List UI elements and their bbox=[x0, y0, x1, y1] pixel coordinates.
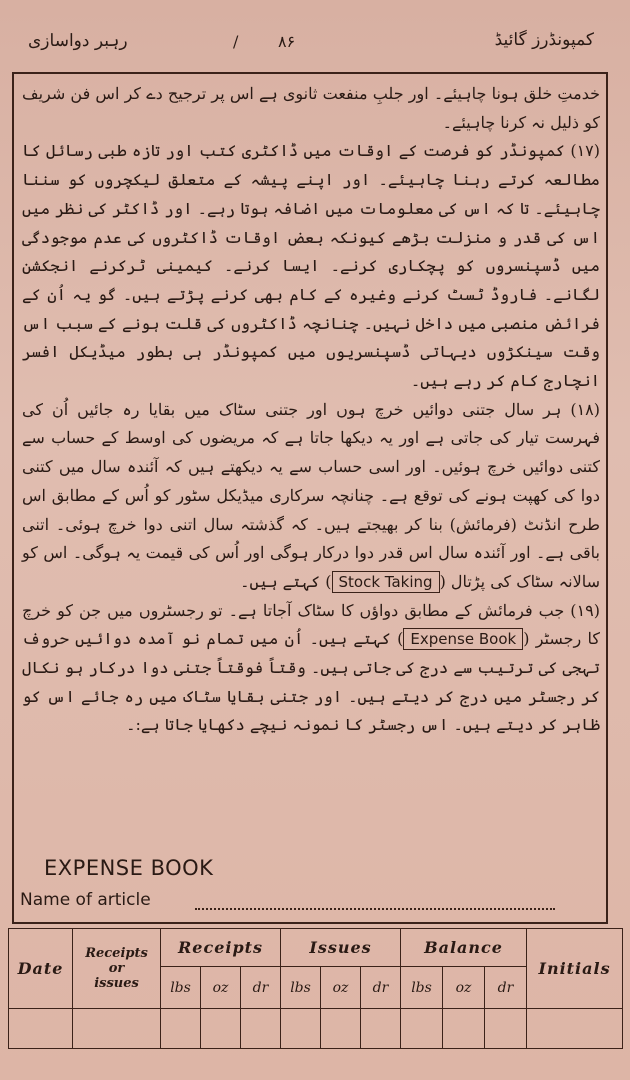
col-or-label: or bbox=[108, 961, 125, 976]
paragraph-18-text: (۱۸) ہر سال جتنی دوائیں خرچ ہوں اور جتنی سٹاک میں بقایا رہ جائیں اُن کی فہرست تیار کی جاتی ہے اور یہ دیکھا جاتا ہے کہ مریضوں کی اوسط کے حساب سے کتنی دوائیں خرچ ہوئیں۔ اور اسی حساب سے یہ دیکھتے ہیں کہ آئندہ سال میں کتنی دوا کی کھپت ہونے کی توقع ہے۔ چنانچہ سرکاری میڈیکل سٹور کو اُس کے مطابق اس طرح انڈنٹ (فرمائش) بنا کر بھیجتے ہیں۔ کہ گذشتہ سال اتنی دوا خرچ ہوئی۔ اتنی باقی ہے۔ اور آئندہ سال اس قدر دوا درکار ہوگی اور اُس کی قیمت یہ ہوگی۔ اس کو سالانہ سٹاک کی پڑتال bbox=[22, 399, 600, 591]
name-of-article-label: Name of article bbox=[20, 890, 151, 910]
paragraph-19: (۱۹) جب فرمائش کے مطابق دواؤں کا سٹاک آجاتا ہے۔ تو رجسٹروں میں جن کو خرچ کا رجسٹر (Expense Book) کہتے ہیں۔ اُن میں تمام نو آمدہ دوائیں حروف تہجی کی ترتیب سے درج کی جاتی ہیں۔ وقتاً فوقتاً جتنی دوا درکار ہو نکال کر رجسٹر میں درج کر دیتے ہیں۔ اور جتنی بقایا سٹاک میں رہ جائے اس کو ظاہر کر دیتے ہیں۔ اس رجسٹر کا نمونہ نیچے دکھایا جاتا ہے:۔ bbox=[22, 600, 601, 735]
empty-cell bbox=[485, 1009, 527, 1049]
unit-cell: dr bbox=[361, 967, 401, 1009]
unit-cell: lbs bbox=[161, 967, 201, 1009]
empty-cell bbox=[361, 1009, 401, 1049]
running-subtitle: رہبر دواسازی bbox=[28, 31, 128, 51]
unit-cell: lbs bbox=[401, 967, 443, 1009]
empty-cell bbox=[73, 1009, 161, 1049]
unit-cell: dr bbox=[241, 967, 281, 1009]
form-title: EXPENSE BOOK bbox=[44, 856, 214, 880]
paragraph-18: (۱۸) ہر سال جتنی دوائیں خرچ ہوں اور جتنی سٹاک میں بقایا رہ جائیں اُن کی فہرست تیار کی جاتی ہے اور یہ دیکھا جاتا ہے کہ مریضوں کی اوسط کے حساب سے کتنی دوائیں خرچ ہوئیں۔ اور اسی حساب سے یہ دیکھتے ہیں کہ آئندہ سال میں کتنی دوا کی کھپت ہونے کی توقع ہے۔ چنانچہ سرکاری میڈیکل سٹور کو اُس کے مطابق اس طرح انڈنٹ (فرمائش) بنا کر بھیجتے ہیں۔ کہ گذشتہ سال اتنی دوا خرچ ہوئی۔ اتنی باقی ہے۔ اور آئندہ سال اس قدر دوا درکار ہوگی اور اُس کی قیمت یہ ہوگی۔ اس کو سالانہ سٹاک کی پڑتال (Stock Taking) کہتے ہیں۔ bbox=[22, 399, 600, 591]
table-row bbox=[9, 1009, 623, 1049]
col-receipts-label: Receipts bbox=[85, 946, 148, 961]
running-title: کمپونڈرز گائیڈ bbox=[494, 30, 594, 50]
empty-cell bbox=[443, 1009, 485, 1049]
empty-cell bbox=[321, 1009, 361, 1049]
page-number: ۸۶ bbox=[278, 32, 296, 51]
empty-cell bbox=[281, 1009, 321, 1049]
col-issues-label: issues bbox=[94, 976, 139, 991]
empty-cell bbox=[161, 1009, 201, 1049]
body-text bbox=[22, 80, 600, 740]
page-header bbox=[28, 30, 594, 66]
empty-cell bbox=[9, 1009, 73, 1049]
empty-cell bbox=[201, 1009, 241, 1049]
stock-taking-tail: کہتے ہیں۔ bbox=[240, 571, 321, 591]
col-initials: Initials bbox=[527, 929, 623, 1009]
col-receipts-or-issues bbox=[73, 929, 161, 1009]
paragraph-19-end: کہتے ہیں۔ اُن میں تمام نو آمدہ دوائیں حروف تہجی کی ترتیب سے درج کی جاتی ہیں۔ وقتاً فوقتاً جتنی دوا درکار ہو نکال کر رجسٹر میں درج کر دیتے ہیں۔ اور جتنی بقایا سٹاک میں رہ جائے اس کو ظاہر کر دیتے ہیں۔ اس رجسٹر کا نمونہ نیچے دکھایا جاتا ہے:۔ bbox=[22, 629, 600, 735]
expense-book-table bbox=[8, 928, 623, 1049]
group-receipts: Receipts bbox=[161, 929, 281, 967]
group-issues: Issues bbox=[281, 929, 401, 967]
table-header-row bbox=[9, 929, 623, 967]
paragraph-intro: خدمتِ خلق ہونا چاہیئے۔ اور جلبِ منفعت ثانوی ہے اس پر ترجیح دے کر اس فن شریف کو ذلیل نہ کرنا چاہیئے۔ bbox=[22, 84, 600, 132]
col-date: Date bbox=[9, 929, 73, 1009]
paragraph-17: (۱۷) کمپونڈر کو فرصت کے اوقات میں ڈاکٹری کتب اور تازہ طبی رسائل کا مطالعہ کرتے رہنا چاہیئے۔ اور اپنے پیشہ کے متعلق لیکچروں کو سننا چاہیئے۔ تا کہ اس کی معلومات میں اضافہ ہوتا رہے۔ اور ڈاکٹر کی نظر میں اس کی قدر و منزلت بڑھے کیونکہ بعض اوقات ڈاکٹروں کی عدم موجودگی میں ڈسپنسروں کو پچکاری کرنے۔ ایسا کرنے۔ کیمینی ٹرکرنے انجکشن لگانے۔ فاروڈ ٹسٹ کرنے وغیرہ کے کام بھی کرنے پڑتے ہیں۔ گو یہ اُن کے فرائض منصبی میں داخل نہیں۔ چنانچہ ڈاکٹروں کی قلت ہونے کے سبب اس وقت سینکڑوں دیہاتی ڈسپنسریوں میں کمپونڈر ہی بطور میڈیکل افسر انچارج کام کر رہے ہیں۔ bbox=[22, 141, 601, 391]
unit-cell: dr bbox=[485, 967, 527, 1009]
unit-cell: oz bbox=[321, 967, 361, 1009]
unit-cell: lbs bbox=[281, 967, 321, 1009]
stock-taking-term: Stock Taking bbox=[332, 571, 440, 593]
empty-cell bbox=[241, 1009, 281, 1049]
empty-cell bbox=[401, 1009, 443, 1049]
paragraph-19-start: (۱۹) جب فرمائش کے مطابق دواؤں کا سٹاک آجاتا ہے۔ تو رجسٹروں میں جن کو خرچ کا رجسٹر bbox=[22, 600, 601, 649]
group-balance: Balance bbox=[401, 929, 527, 967]
header-mark: / bbox=[233, 32, 239, 51]
name-of-article-line bbox=[195, 898, 555, 910]
expense-book-term: Expense Book bbox=[403, 628, 523, 650]
unit-cell: oz bbox=[201, 967, 241, 1009]
unit-cell: oz bbox=[443, 967, 485, 1009]
empty-cell bbox=[527, 1009, 623, 1049]
